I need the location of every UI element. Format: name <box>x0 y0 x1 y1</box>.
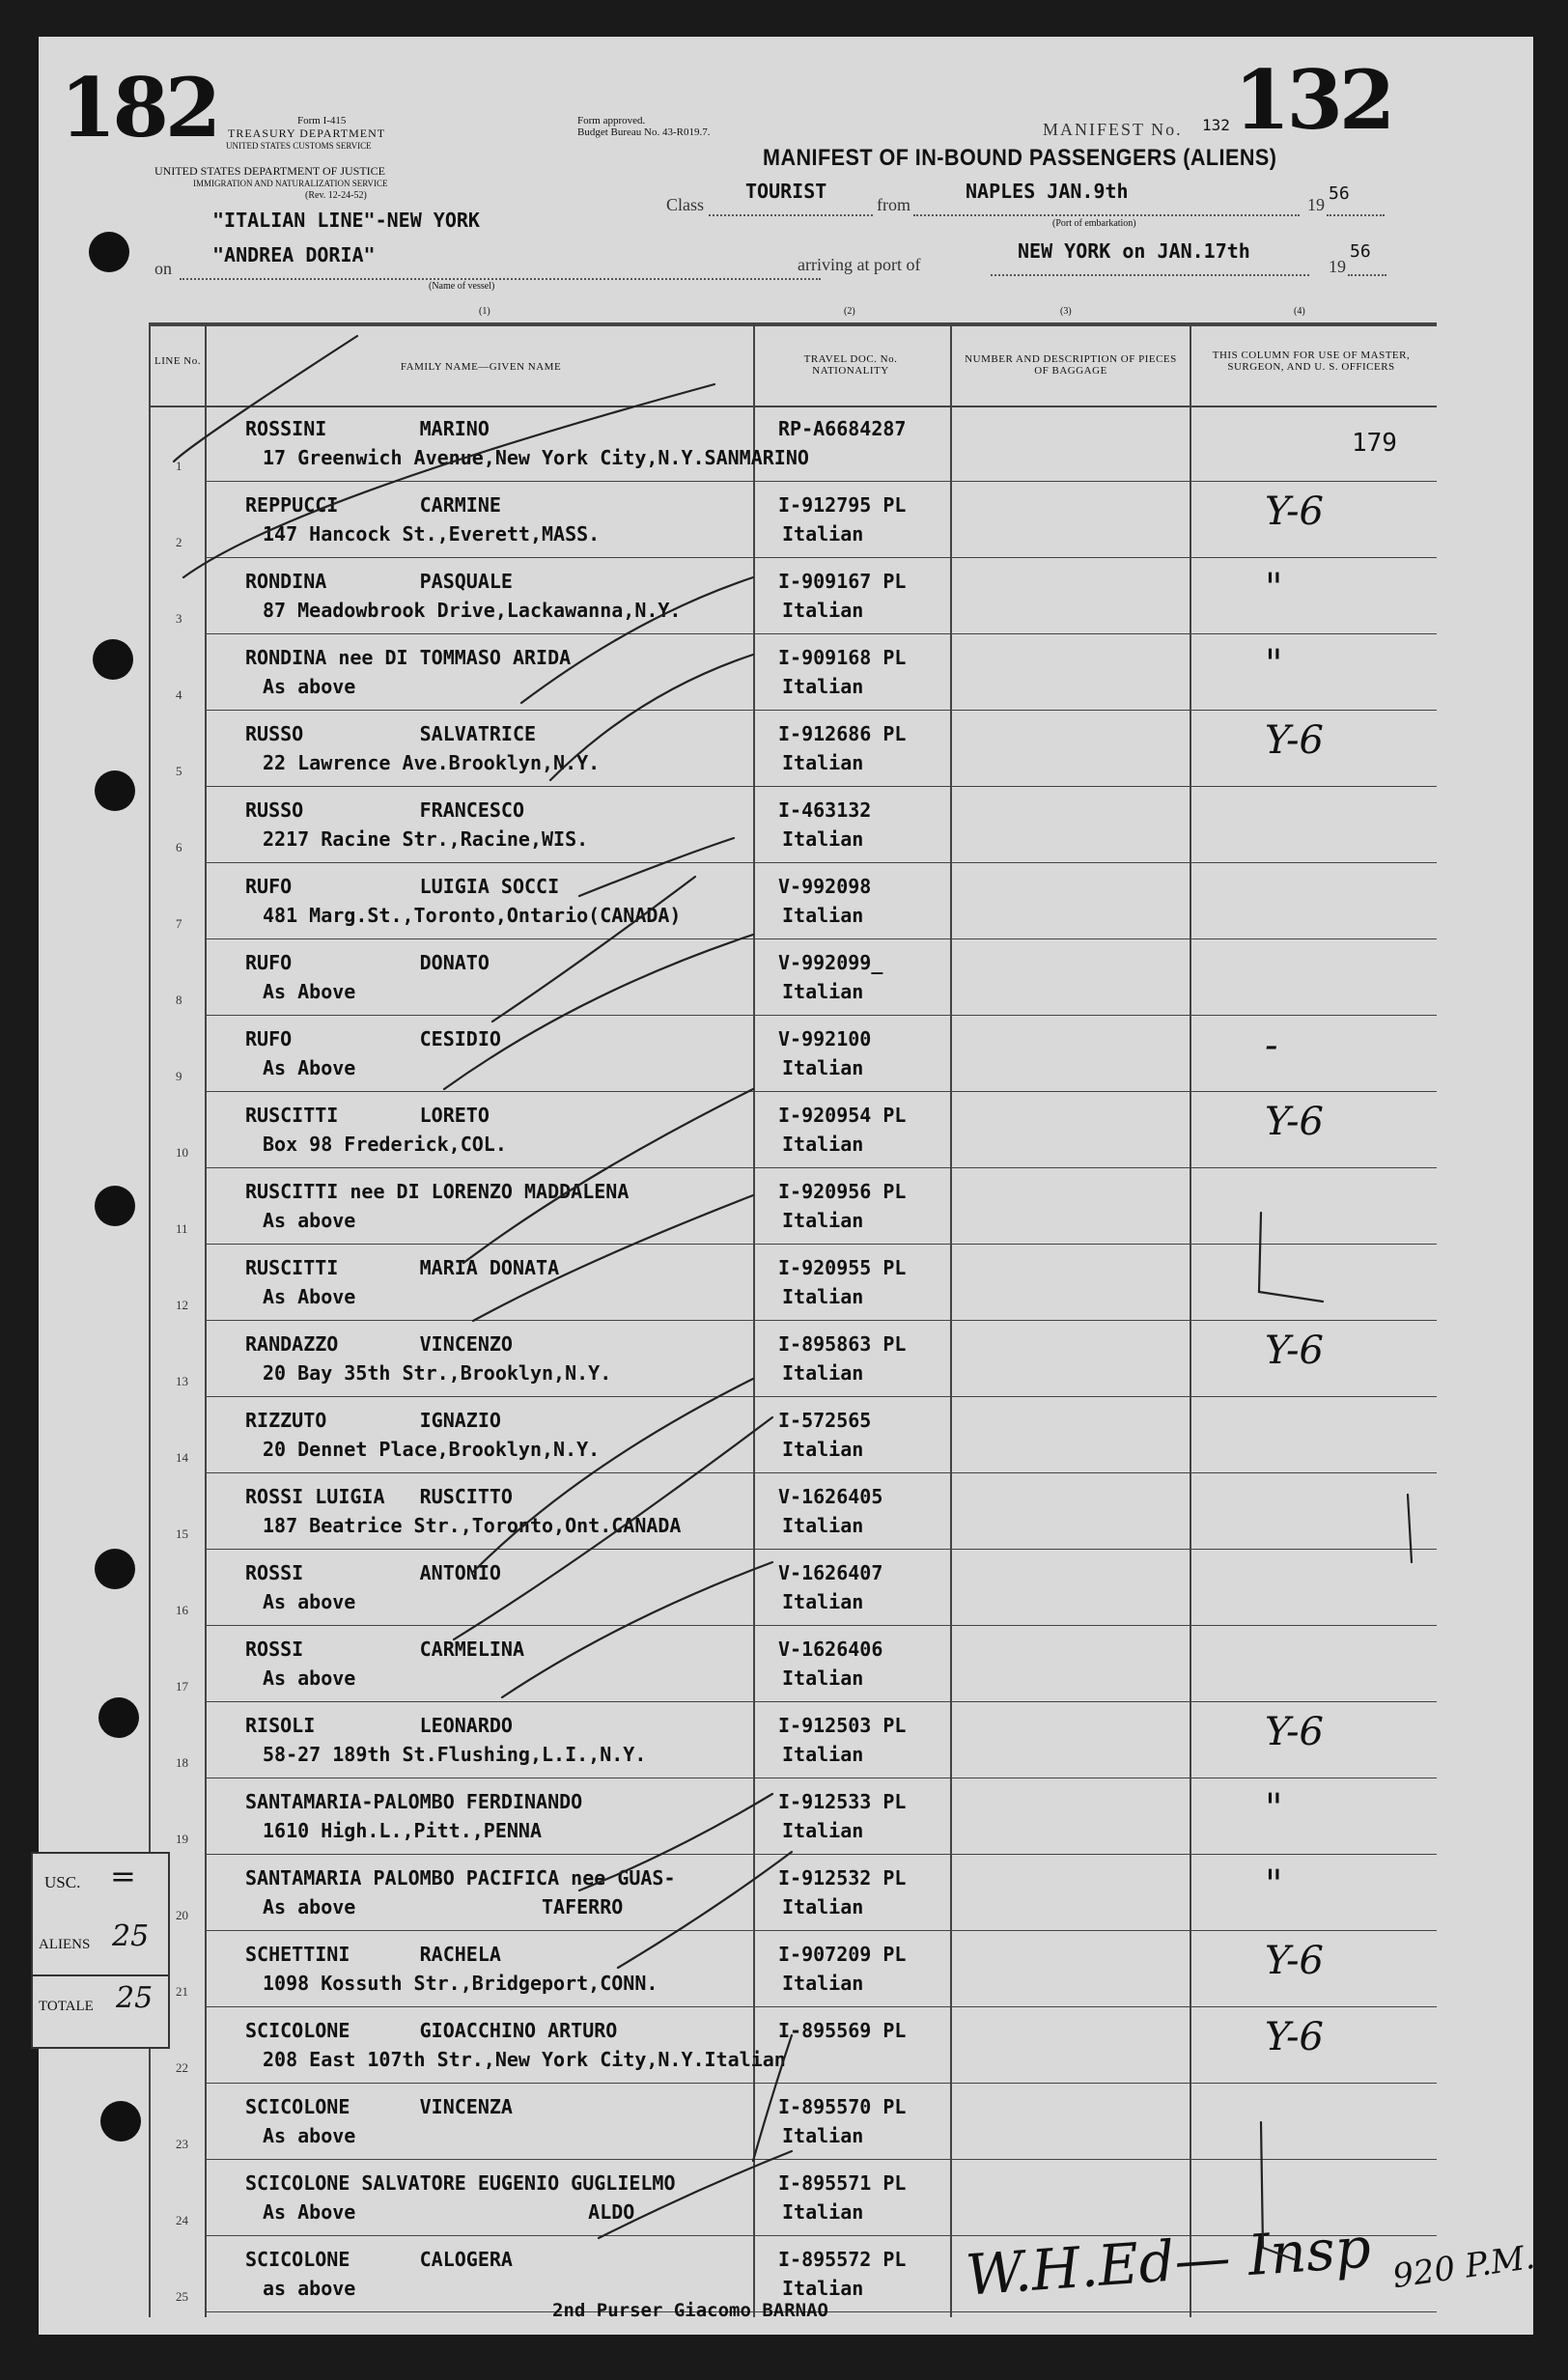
header-baggage: NUMBER AND DESCRIPTION OF PIECES OF BAGGAGE <box>965 353 1177 377</box>
line-name: "ITALIAN LINE"-NEW YORK <box>212 209 480 232</box>
arriving-value: NEW YORK on JAN.17th <box>1018 239 1250 263</box>
row-divider <box>205 1549 1437 1550</box>
punch-hole <box>89 232 129 272</box>
tally-box <box>31 1852 170 2049</box>
table-row <box>39 1094 1533 1170</box>
passenger-address: 1098 Kossuth Str.,Bridgeport,CONN. <box>263 1972 658 1995</box>
passenger-name: RIZZUTO IGNAZIO <box>245 1409 501 1432</box>
vessel-label: (Name of vessel) <box>429 281 495 292</box>
passenger-name: SCICOLONE CALOGERA <box>245 2248 513 2271</box>
travel-doc-number: I-912503 PL <box>778 1714 907 1737</box>
nationality: Italian <box>782 1056 864 1079</box>
nationality: Italian <box>782 1666 864 1690</box>
row-divider <box>205 1930 1437 1931</box>
treasury-dept: TREASURY DEPARTMENT <box>228 126 386 140</box>
table-row <box>39 1475 1533 1552</box>
line-number: 15 <box>176 1526 188 1541</box>
table-row <box>39 789 1533 865</box>
table-row <box>39 560 1533 636</box>
passenger-name: SANTAMARIA-PALOMBO FERDINANDO <box>245 1790 583 1813</box>
header-line-no: LINE No. <box>154 355 201 367</box>
travel-doc-number: RP-A6684287 <box>778 417 907 440</box>
class-value: TOURIST <box>745 180 827 203</box>
line-number: 17 <box>176 1679 188 1694</box>
passenger-name: SCICOLONE SALVATORE EUGENIO GUGLIELMO <box>245 2171 676 2195</box>
table-row <box>39 1246 1533 1323</box>
passenger-address: As above <box>263 2124 356 2147</box>
passenger-name: RUSCITTI nee DI LORENZO MADDALENA <box>245 1180 630 1203</box>
officer-mark: Y-6 <box>1265 1939 1324 1983</box>
row-divider <box>205 1625 1437 1626</box>
nationality: Italian <box>782 2124 864 2147</box>
col-3-number: (3) <box>1060 306 1072 317</box>
passenger-name: RANDAZZO VINCENZO <box>245 1332 513 1356</box>
line-number: 5 <box>176 764 182 778</box>
from-value: NAPLES JAN.9th <box>966 180 1129 203</box>
header-family-name: FAMILY NAME—GIVEN NAME <box>400 361 562 373</box>
form-number: Form I-415 <box>297 115 347 126</box>
officer-mark: " <box>1265 1862 1283 1907</box>
table-row <box>39 636 1533 713</box>
year-2: 56 <box>1350 241 1371 262</box>
line-number: 1 <box>176 459 182 473</box>
nationality: Italian <box>782 1895 864 1918</box>
passenger-address: As Above <box>263 1056 356 1079</box>
table-row <box>39 941 1533 1018</box>
passenger-name: ROSSI ANTONIO <box>245 1561 501 1584</box>
passenger-address: As above <box>263 1590 356 1613</box>
passenger-name: SANTAMARIA PALOMBO PACIFICA nee GUAS- <box>245 1866 676 1890</box>
row-divider <box>205 938 1437 939</box>
passenger-name: ROSSI LUIGIA RUSCITTO <box>245 1485 513 1508</box>
table-row <box>39 1018 1533 1094</box>
passenger-name: ROSSINI MARINO <box>245 417 490 440</box>
table-row <box>39 1780 1533 1857</box>
line-number: 22 <box>176 2060 188 2075</box>
aliens-value: 25 <box>112 1919 150 1953</box>
manifest-label: MANIFEST No. <box>1043 120 1183 139</box>
row-divider <box>205 1091 1437 1092</box>
table-row <box>39 484 1533 560</box>
row-divider <box>205 481 1437 482</box>
travel-doc-number: I-912533 PL <box>778 1790 907 1813</box>
nationality: Italian <box>782 980 864 1003</box>
travel-doc-number: V-1626406 <box>778 1638 883 1661</box>
row-divider <box>205 1015 1437 1016</box>
table-row <box>39 407 1533 484</box>
col-1-number: (1) <box>479 306 490 317</box>
travel-doc-number: I-463132 <box>778 798 872 822</box>
table-row <box>39 1323 1533 1399</box>
page-number-left: 182 <box>60 60 218 155</box>
officer-mark: - <box>1265 1023 1278 1068</box>
passenger-name: RUSSO FRANCESCO <box>245 798 524 822</box>
passenger-name: SCICOLONE GIOACCHINO ARTURO <box>245 2019 618 2042</box>
table-row <box>39 865 1533 941</box>
passenger-address: 208 East 107th Str.,New York City,N.Y.Italian <box>263 2048 786 2071</box>
travel-doc-number: V-1626405 <box>778 1485 883 1508</box>
nationality: Italian <box>782 2277 864 2300</box>
form-approved: Form approved. <box>577 115 646 126</box>
nationality: Italian <box>782 599 864 622</box>
row-divider <box>205 1320 1437 1321</box>
travel-doc-number: I-895569 PL <box>778 2019 907 2042</box>
nationality: Italian <box>782 522 864 546</box>
table-row <box>39 1170 1533 1246</box>
passenger-address: As above <box>263 1209 356 1232</box>
travel-doc-number: I-920954 PL <box>778 1104 907 1127</box>
purser-signature-line: 2nd Purser Giacomo BARNAO <box>552 2300 828 2321</box>
nationality: Italian <box>782 751 864 774</box>
row-divider <box>205 557 1437 558</box>
aliens-label: ALIENS <box>39 1937 91 1952</box>
year-1: 56 <box>1329 183 1350 204</box>
passenger-address: 187 Beatrice Str.,Toronto,Ont.CANADA <box>263 1514 682 1537</box>
table-row <box>39 1399 1533 1475</box>
travel-doc-number: I-912795 PL <box>778 493 907 517</box>
travel-doc-number: I-895570 PL <box>778 2095 907 2118</box>
passenger-address: 1610 High.L.,Pitt.,PENNA <box>263 1819 542 1842</box>
travel-doc-number: I-912686 PL <box>778 722 907 745</box>
line-number: 12 <box>176 1298 188 1312</box>
port-embark-label: (Port of embarkation) <box>1052 218 1136 229</box>
passenger-address: 147 Hancock St.,Everett,MASS. <box>263 522 601 546</box>
passenger-name: RUSCITTI MARIA DONATA <box>245 1256 560 1279</box>
justice-dept: UNITED STATES DEPARTMENT OF JUSTICE <box>154 164 386 178</box>
nationality: Italian <box>782 904 864 927</box>
col-4-number: (4) <box>1294 306 1305 317</box>
officer-mark: Y-6 <box>1265 1710 1324 1754</box>
nationality: Italian <box>782 1590 864 1613</box>
row-divider <box>205 710 1437 711</box>
passenger-address: 481 Marg.St.,Toronto,Ontario(CANADA) <box>263 904 682 927</box>
passenger-name: RUSSO SALVATRICE <box>245 722 537 745</box>
line-number: 14 <box>176 1450 188 1465</box>
officer-mark: Y-6 <box>1265 1329 1324 1373</box>
totale-label: TOTALE <box>39 1999 94 2014</box>
travel-doc-number: I-895572 PL <box>778 2248 907 2271</box>
table-row <box>39 1857 1533 1933</box>
class-label: Class <box>666 195 705 214</box>
travel-doc-number: V-1626407 <box>778 1561 883 1584</box>
line-number: 16 <box>176 1603 188 1617</box>
passenger-name: RISOLI LEONARDO <box>245 1714 513 1737</box>
line-number: 20 <box>176 1908 188 1922</box>
manifest-no-small: 132 <box>1202 116 1230 134</box>
travel-doc-number: I-895863 PL <box>778 1332 907 1356</box>
line-number: 9 <box>176 1069 182 1083</box>
passenger-address: 58-27 189th St.Flushing,L.I.,N.Y. <box>263 1743 647 1766</box>
row-divider <box>205 1167 1437 1168</box>
nationality: Italian <box>782 1819 864 1842</box>
col-2-number: (2) <box>844 306 855 317</box>
passenger-address: As Above <box>263 1285 356 1308</box>
officer-mark: " <box>1265 642 1283 686</box>
line-number: 4 <box>176 687 182 702</box>
line-number: 2 <box>176 535 182 549</box>
table-row <box>39 1933 1533 2009</box>
line-number: 24 <box>176 2213 188 2227</box>
passenger-name: RONDINA PASQUALE <box>245 570 513 593</box>
line-number: 19 <box>176 1832 188 1846</box>
line-number: 13 <box>176 1374 188 1388</box>
budget-bureau: Budget Bureau No. 43-R019.7. <box>577 126 711 138</box>
ins-service: IMMIGRATION AND NATURALIZATION SERVICE <box>193 179 388 188</box>
nationality: Italian <box>782 827 864 851</box>
passenger-name: RONDINA nee DI TOMMASO ARIDA <box>245 646 572 669</box>
officer-mark: " <box>1265 1786 1283 1831</box>
table-row <box>39 1704 1533 1780</box>
row-divider <box>205 1244 1437 1245</box>
passenger-name: RUFO LUIGIA SOCCI <box>245 875 560 898</box>
officer-mark: Y-6 <box>1265 718 1324 763</box>
line-number: 18 <box>176 1755 188 1770</box>
line-number: 8 <box>176 993 182 1007</box>
row-divider <box>205 633 1437 634</box>
passenger-name: RUFO CESIDIO <box>245 1027 501 1050</box>
nationality: Italian <box>782 1361 864 1385</box>
table-row <box>39 2009 1533 2086</box>
table-row <box>39 1552 1533 1628</box>
nationality: Italian <box>782 1285 864 1308</box>
line-number: 3 <box>176 611 182 626</box>
nationality: Italian <box>782 1972 864 1995</box>
row-divider <box>205 1854 1437 1855</box>
header-officers: THIS COLUMN FOR USE OF MASTER, SURGEON, AND U. S. OFFICERS <box>1212 350 1411 373</box>
travel-doc-number: I-920956 PL <box>778 1180 907 1203</box>
manifest-title: MANIFEST OF IN-BOUND PASSENGERS (ALIENS) <box>763 145 1277 171</box>
usc-value: = <box>110 1858 136 1894</box>
line-number: 7 <box>176 916 182 931</box>
passenger-address: Box 98 Frederick,COL. <box>263 1133 507 1156</box>
line-number: 23 <box>176 2137 188 2151</box>
row-divider <box>205 2083 1437 2084</box>
rev-date: (Rev. 12-24-52) <box>305 190 367 201</box>
totale-value: 25 <box>116 1981 154 2015</box>
usc-label: USC. <box>44 1873 81 1891</box>
passenger-address: As Above ALDO <box>263 2200 635 2224</box>
officer-mark: Y-6 <box>1265 2015 1324 2059</box>
travel-doc-number: V-992100 <box>778 1027 872 1050</box>
page-number-right: 132 <box>1234 52 1392 148</box>
line-number: 21 <box>176 1984 188 1999</box>
row-divider <box>205 2159 1437 2160</box>
nationality: Italian <box>782 1209 864 1232</box>
travel-doc-number: I-909167 PL <box>778 570 907 593</box>
line-number: 6 <box>176 840 182 854</box>
passenger-address: As above <box>263 1666 356 1690</box>
passenger-address: As Above <box>263 980 356 1003</box>
year-prefix-1: 19 <box>1307 195 1325 214</box>
row-divider <box>205 862 1437 863</box>
row-divider <box>205 786 1437 787</box>
passenger-name: SCICOLONE VINCENZA <box>245 2095 513 2118</box>
travel-doc-number: I-572565 <box>778 1409 872 1432</box>
travel-doc-number: I-909168 PL <box>778 646 907 669</box>
row-divider <box>205 1701 1437 1702</box>
passenger-name: REPPUCCI CARMINE <box>245 493 501 517</box>
officer-mark: Y-6 <box>1265 490 1324 534</box>
on-label: on <box>154 259 172 278</box>
travel-doc-number: V-992099_ <box>778 951 883 974</box>
travel-doc-number: I-920955 PL <box>778 1256 907 1279</box>
passenger-name: RUFO DONATO <box>245 951 490 974</box>
travel-doc-number: V-992098 <box>778 875 872 898</box>
passenger-name: ROSSI CARMELINA <box>245 1638 524 1661</box>
row-divider <box>205 1472 1437 1473</box>
nationality: Italian <box>782 675 864 698</box>
line-number: 10 <box>176 1145 188 1160</box>
row-divider <box>205 2006 1437 2007</box>
table-top-border <box>149 322 1437 326</box>
nationality: Italian <box>782 2200 864 2224</box>
nationality: Italian <box>782 1743 864 1766</box>
passenger-address: As above <box>263 675 356 698</box>
passenger-address: As above TAFERRO <box>263 1895 624 1918</box>
line-number: 25 <box>176 2289 188 2304</box>
official-signature: W.H.Ed— Insp <box>964 2214 1373 2309</box>
header-travel-doc: TRAVEL DOC. No. NATIONALITY <box>803 353 898 377</box>
officer-mark: " <box>1265 566 1283 610</box>
nationality: Italian <box>782 1133 864 1156</box>
passenger-address: 20 Bay 35th Str.,Brooklyn,N.Y. <box>263 1361 612 1385</box>
nationality: Italian <box>782 1438 864 1461</box>
table-row <box>39 713 1533 789</box>
passenger-address: 20 Dennet Place,Brooklyn,N.Y. <box>263 1438 601 1461</box>
nationality: Italian <box>782 1514 864 1537</box>
arriving-label: arriving at port of <box>798 255 921 274</box>
passenger-address: as above <box>263 2277 356 2300</box>
table-row <box>39 1628 1533 1704</box>
travel-doc-number: I-895571 PL <box>778 2171 907 2195</box>
passenger-address: 87 Meadowbrook Drive,Lackawanna,N.Y. <box>263 599 682 622</box>
line-number: 11 <box>176 1221 188 1236</box>
travel-doc-number: I-907209 PL <box>778 1943 907 1966</box>
passenger-address: 17 Greenwich Avenue,New York City,N.Y.SANMARINO <box>263 446 809 469</box>
table-row <box>39 2086 1533 2162</box>
row-divider <box>205 1396 1437 1397</box>
manifest-page <box>39 37 1538 2335</box>
travel-doc-number: I-912532 PL <box>778 1866 907 1890</box>
from-label: from <box>877 195 910 214</box>
time-note: 920 P.M. <box>1389 2237 1538 2297</box>
passenger-name: RUSCITTI LORETO <box>245 1104 490 1127</box>
officer-mark: 179 <box>1352 429 1397 458</box>
customs-service: UNITED STATES CUSTOMS SERVICE <box>226 141 372 151</box>
year-prefix-2: 19 <box>1329 257 1346 276</box>
officer-mark: Y-6 <box>1265 1100 1324 1144</box>
passenger-name: SCHETTINI RACHELA <box>245 1943 501 1966</box>
passenger-address: 2217 Racine Str.,Racine,WIS. <box>263 827 589 851</box>
vessel-name: "ANDREA DORIA" <box>212 243 376 266</box>
passenger-address: 22 Lawrence Ave.Brooklyn,N.Y. <box>263 751 601 774</box>
